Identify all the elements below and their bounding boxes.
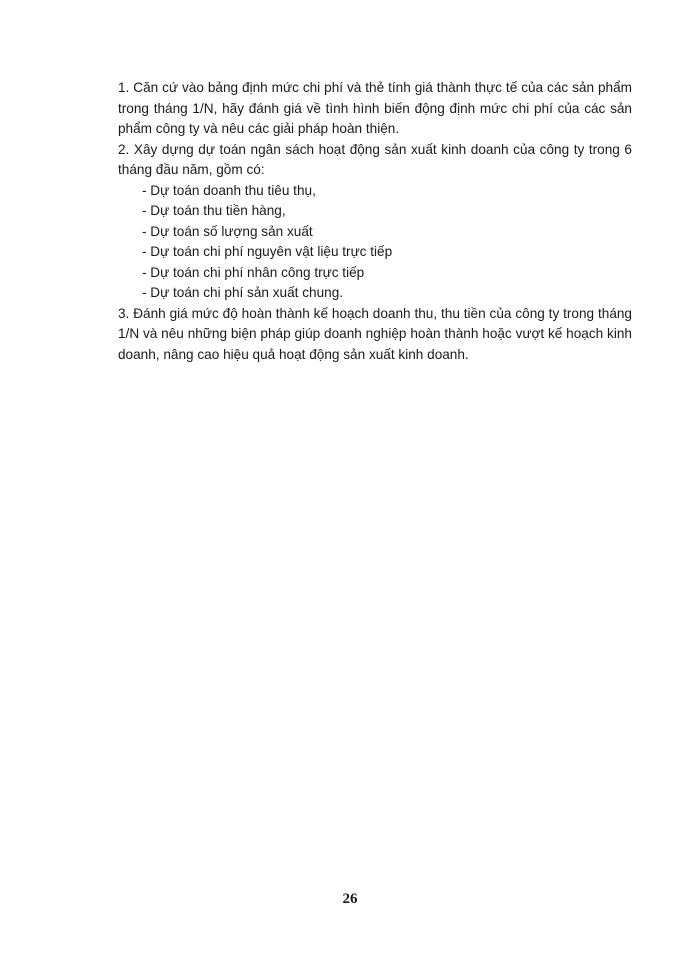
- item-2-paragraph: 2. Xây dựng dự toán ngân sách hoạt động sản xuất kinh doanh của công ty trong 6 tháng đầu năm, gồm có:: [118, 141, 632, 177]
- page-number: 26: [342, 891, 358, 907]
- list-item: - Dự toán chi phí sản xuất chung.: [142, 285, 344, 300]
- item-3-paragraph: 3. Đánh giá mức độ hoàn thành kế hoạch doanh thu, thu tiền của công ty trong tháng 1/N và nêu những biện pháp giúp doanh nghiệp hoàn thành hoặc vượt kế hoạch kinh doanh, nâng cao hiệu quả hoạt động sản xuất kinh doanh.: [118, 305, 632, 362]
- list-item: - Dự toán doanh thu tiêu thụ,: [142, 182, 316, 198]
- item-1-paragraph: 1. Căn cứ vào bảng định mức chi phí và thẻ tính giá thành thực tế của các sản phẩm trong tháng 1/N, hãy đánh giá về tình hình biến động định mức chi phí của các sản phẩm công ty và nêu các giải pháp hoàn thiện.: [118, 80, 632, 136]
- document-body: [118, 78, 632, 365]
- list-item: - Dự toán chi phí nguyên vật liệu trực tiếp: [142, 244, 393, 259]
- list-item: - Dự toán chi phí nhân công trực tiếp: [142, 264, 365, 280]
- budget-list: [118, 181, 632, 304]
- list-item: - Dự toán số lượng sản xuất: [142, 223, 313, 239]
- list-item: - Dự toán thu tiền hàng,: [142, 203, 286, 218]
